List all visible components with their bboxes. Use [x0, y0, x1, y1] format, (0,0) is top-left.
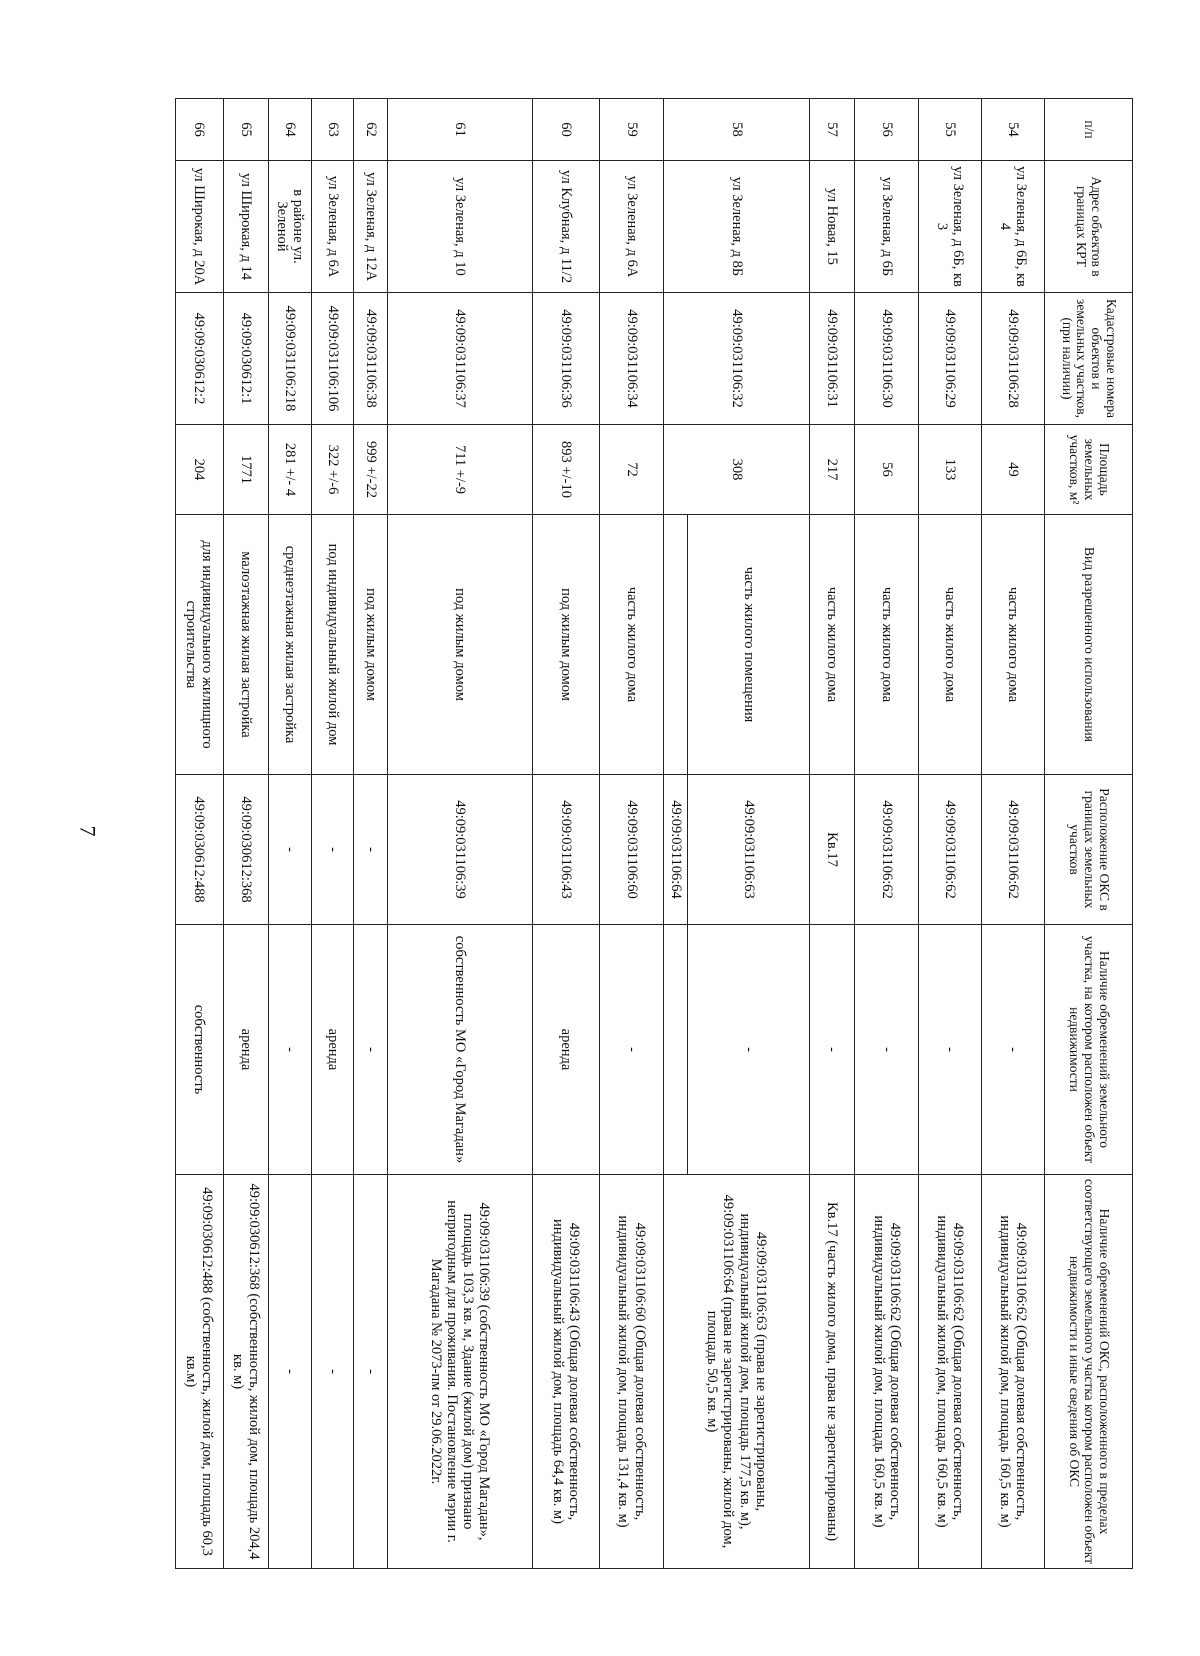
cell-enc-land: аренда	[223, 925, 268, 1175]
cell-cadastral: 49:09:031106:36	[532, 293, 600, 425]
cell-enc-oks: 49:09:031106:43 (Общая долевая собственность, индивидуальный жилой дом, площадь 64,4 кв. м)	[532, 1175, 600, 1569]
cell-use: под жилым домом	[388, 515, 532, 775]
cell-location: 49:09:031106:39	[388, 775, 532, 925]
cell-location: 49:09:030612:368	[223, 775, 268, 925]
cell-num: 66	[176, 99, 224, 161]
table-header-row	[1045, 99, 1133, 1569]
cell-area: 204	[176, 425, 224, 515]
cell-enc-land: -	[918, 925, 981, 1175]
cell-enc-oks: -	[311, 1175, 354, 1569]
cell-num: 62	[354, 99, 388, 161]
cell-area: 56	[855, 425, 918, 515]
cell-num: 57	[810, 99, 855, 161]
table-row	[268, 99, 311, 1569]
cell-address: в районе ул. Зеленой	[268, 161, 311, 293]
cell-num: 58	[663, 99, 810, 161]
cell-enc-oks: 49:09:031106:60 (Общая долевая собственность, индивидуальный жилой дом, площадь 131,4 кв. м)	[600, 1175, 663, 1569]
cell-address: ул Зеленая, д 6Б, кв 4	[981, 161, 1044, 293]
cell-area: 281 +/- 4	[268, 425, 311, 515]
table-row	[688, 99, 810, 1569]
cell-num: 61	[388, 99, 532, 161]
table-row	[918, 99, 981, 1569]
cell-address: ул Клубная, д 11/2	[532, 161, 600, 293]
cell-enc-land: -	[688, 925, 810, 1175]
cell-enc-land: собственность	[176, 925, 224, 1175]
cell-num: 65	[223, 99, 268, 161]
cell-enc-land: -	[600, 925, 663, 1175]
table-row	[532, 99, 600, 1569]
cell-address: ул Зеленая, д 10	[388, 161, 532, 293]
cell-num: 59	[600, 99, 663, 161]
cell-location: -	[354, 775, 388, 925]
cell-cadastral: 49:09:031106:37	[388, 293, 532, 425]
cell-use: под индивидуальный жилой дом	[311, 515, 354, 775]
cell-area: 49	[981, 425, 1044, 515]
cell-address: ул Зеленая, д 6Б, кв 3	[918, 161, 981, 293]
cell-area: 1771	[223, 425, 268, 515]
header-location: Расположение ОКС в границах земельных участков	[1045, 775, 1133, 925]
cell-use: часть жилого дома	[855, 515, 918, 775]
cell-location: -	[268, 775, 311, 925]
cell-cadastral: 49:09:031106:28	[981, 293, 1044, 425]
cell-use: часть жилого помещения	[688, 515, 810, 775]
cell-cadastral: 49:09:031106:30	[855, 293, 918, 425]
cell-area: 308	[663, 425, 810, 515]
cell-enc-land-empty	[663, 925, 688, 1175]
cell-address: ул Новая, 15	[810, 161, 855, 293]
cell-cadastral: 49:09:030612:2	[176, 293, 224, 425]
cell-location: 49:09:030612:488	[176, 775, 224, 925]
cell-address: ул Зеленая, д 6Б	[855, 161, 918, 293]
table-row	[600, 99, 663, 1569]
cell-area: 999 +/-22	[354, 425, 388, 515]
cell-enc-oks: 49:09:030612:488 (собственность, жилой дом, площадь 60,3 кв.м)	[176, 1175, 224, 1569]
cell-location: 49:09:031106:43	[532, 775, 600, 925]
cell-location: 49:09:031106:62	[855, 775, 918, 925]
page-number: 7	[75, 825, 101, 837]
cell-enc-oks: 49:09:031106:62 (Общая долевая собственность, индивидуальный жилой дом, площадь 160,5 кв. м)	[981, 1175, 1044, 1569]
cell-enc-oks: 49:09:031106:62 (Общая долевая собственность, индивидуальный жилой дом, площадь 160,5 кв. м)	[855, 1175, 918, 1569]
table-row	[810, 99, 855, 1569]
cell-enc-land: -	[354, 925, 388, 1175]
rotated-table-container	[175, 98, 1133, 1568]
header-enc-land: Наличие обременений земельного участка, на котором расположен объект недвижимости	[1045, 925, 1133, 1175]
cell-num: 55	[918, 99, 981, 161]
cell-cadastral: 49:09:031106:106	[311, 293, 354, 425]
cell-num: 54	[981, 99, 1044, 161]
cell-use: малоэтажная жилая застройка	[223, 515, 268, 775]
header-enc-oks: Наличие обременений ОКС, расположенного в пределах соответствующего земельного участка котором расположен объект недвижимости и иные сведения об ОКС	[1045, 1175, 1133, 1569]
table-row	[354, 99, 388, 1569]
cell-address: ул Широкая, д 14	[223, 161, 268, 293]
table-row	[855, 99, 918, 1569]
header-area: Площадь земельных участков, м²	[1045, 425, 1133, 515]
cell-location: Кв.17	[810, 775, 855, 925]
header-cadastral: Кадастровые номера объектов и земельных участков, (при наличии)	[1045, 293, 1133, 425]
cell-num: 64	[268, 99, 311, 161]
cell-cadastral: 49:09:031106:31	[810, 293, 855, 425]
cell-location-2: 49:09:031106:64	[663, 775, 688, 925]
cell-address: ул Широкая, д 20А	[176, 161, 224, 293]
cell-area: 133	[918, 425, 981, 515]
cell-enc-land: -	[810, 925, 855, 1175]
cell-enc-land: собственность МО «Город Магадан»	[388, 925, 532, 1175]
cell-address: ул Зеленая, д 12А	[354, 161, 388, 293]
cell-enc-oks: Кв.17 (часть жилого дома, права не зарегистрированы)	[810, 1175, 855, 1569]
objects-table	[175, 98, 1133, 1569]
cell-address: ул Зеленая, д 8Б	[663, 161, 810, 293]
cell-use: для индивидуального жилищного строительства	[176, 515, 224, 775]
cell-enc-land: -	[268, 925, 311, 1175]
cell-use: среднеэтажная жилая застройка	[268, 515, 311, 775]
header-num: п/п	[1045, 99, 1133, 161]
header-address: Адрес объектов в границах КРТ	[1045, 161, 1133, 293]
cell-address: ул Зеленая, д 6А	[600, 161, 663, 293]
cell-enc-oks: -	[268, 1175, 311, 1569]
cell-area: 711 +/-9	[388, 425, 532, 515]
cell-cadastral: 49:09:031106:38	[354, 293, 388, 425]
cell-location: -	[311, 775, 354, 925]
cell-num: 56	[855, 99, 918, 161]
cell-area: 72	[600, 425, 663, 515]
cell-use: часть жилого дома	[918, 515, 981, 775]
table-row	[311, 99, 354, 1569]
cell-area: 217	[810, 425, 855, 515]
cell-area: 893 +/-10	[532, 425, 600, 515]
cell-enc-land: -	[855, 925, 918, 1175]
cell-enc-land: аренда	[532, 925, 600, 1175]
cell-use: часть жилого дома	[981, 515, 1044, 775]
cell-use: под жилым домом	[354, 515, 388, 775]
cell-cadastral: 49:09:031106:218	[268, 293, 311, 425]
table-row	[176, 99, 224, 1569]
cell-location: 49:09:031106:62	[981, 775, 1044, 925]
cell-location: 49:09:031106:60	[600, 775, 663, 925]
cell-enc-oks: -	[354, 1175, 388, 1569]
cell-use: часть жилого дома	[810, 515, 855, 775]
cell-num: 63	[311, 99, 354, 161]
cell-location: 49:09:031106:63	[688, 775, 810, 925]
cell-enc-land: -	[981, 925, 1044, 1175]
cell-use: под жилым домом	[532, 515, 600, 775]
cell-enc-oks: 49:09:031106:63 (права не зарегистрированы, индивидуальный жилой дом, площадь 177,5 кв. м), 49:09:031106:64 (права не зарегистрированы, жилой дом, площадь 50,5 кв. м)	[663, 1175, 810, 1569]
cell-cadastral: 49:09:030612:1	[223, 293, 268, 425]
cell-enc-oks: 49:09:030612:368 (собственность, жилой дом, площадь 204,4 кв. м)	[223, 1175, 268, 1569]
cell-cadastral: 49:09:031106:34	[600, 293, 663, 425]
cell-num: 60	[532, 99, 600, 161]
cell-enc-oks: 49:09:031106:62 (Общая долевая собственность, индивидуальный жилой дом, площадь 160,5 кв. м)	[918, 1175, 981, 1569]
cell-use: часть жилого дома	[600, 515, 663, 775]
cell-enc-land: аренда	[311, 925, 354, 1175]
cell-area: 322 +/-6	[311, 425, 354, 515]
cell-address: ул Зеленая, д 6А	[311, 161, 354, 293]
cell-use-empty	[663, 515, 688, 775]
table-row	[981, 99, 1044, 1569]
table-row	[388, 99, 532, 1569]
cell-cadastral: 49:09:031106:29	[918, 293, 981, 425]
table-row	[223, 99, 268, 1569]
cell-cadastral: 49:09:031106:32	[663, 293, 810, 425]
cell-location: 49:09:031106:62	[918, 775, 981, 925]
cell-enc-oks: 49:09:031106:39 (собственность МО «Город Магадан», площадь 103,3 кв. м, Здание (жилой дом) признано непригодным для проживания. Постановление мэрии г. Магадана № 2073-пм от 29.06.2022г.	[388, 1175, 532, 1569]
header-use: Вид разрешенного использования	[1045, 515, 1133, 775]
